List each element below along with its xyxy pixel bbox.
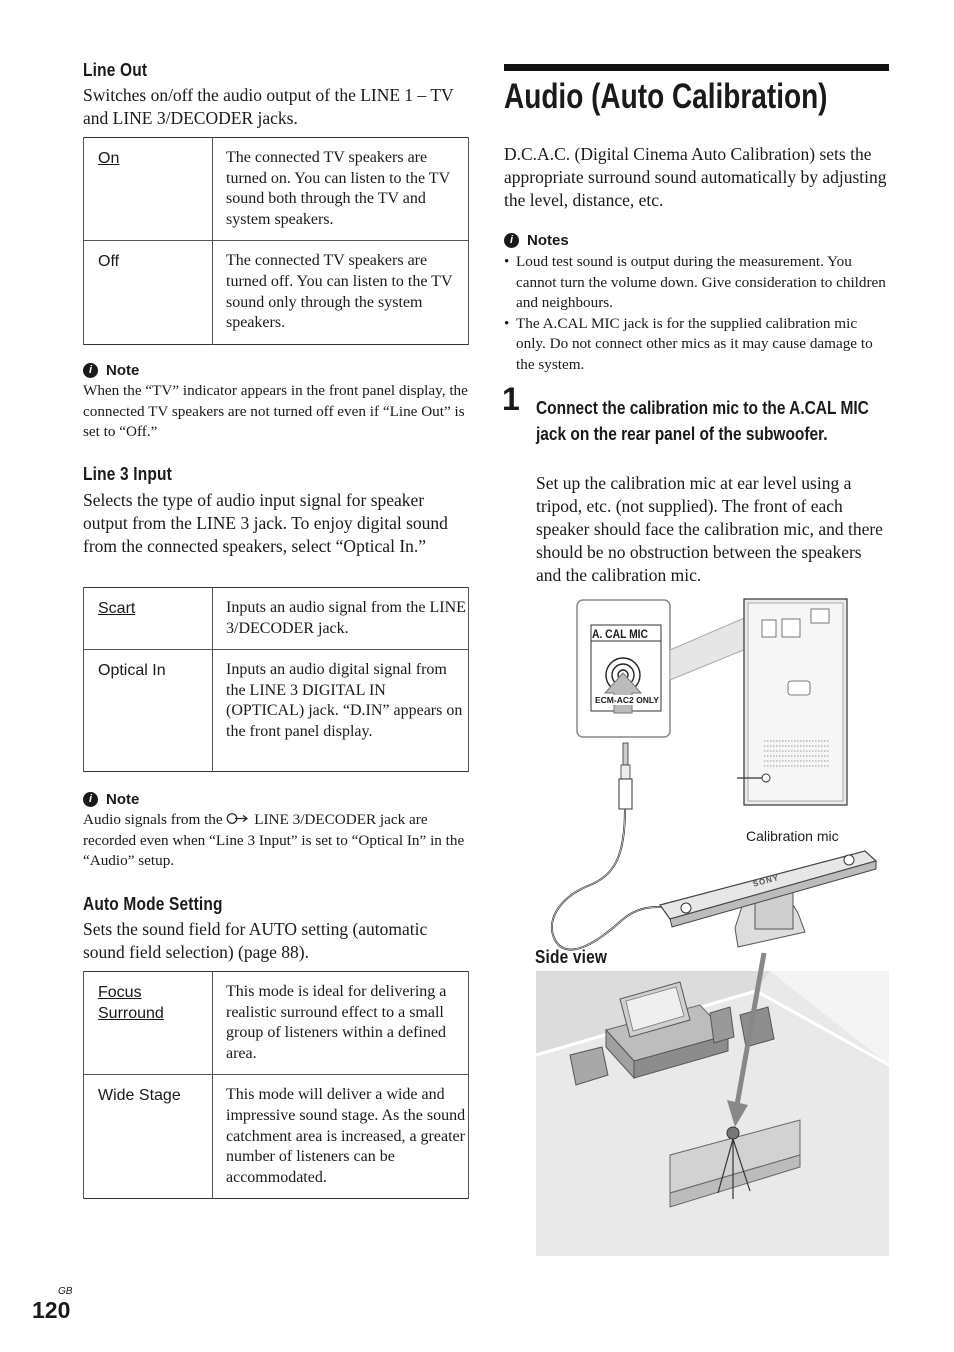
- line3-input-table: [83, 587, 469, 772]
- option-key: Focus Surround: [84, 972, 213, 1075]
- table-row: [84, 1075, 469, 1199]
- table-row: [84, 588, 469, 650]
- note-icon: i: [504, 233, 519, 248]
- mic-brand-logo: SONY: [752, 873, 781, 889]
- line3-input-description: Selects the type of audio input signal for speaker output from the LINE 3 jack. To enjoy digital sound from the connected speakers, select “Optical In.”: [83, 490, 448, 556]
- option-key: Scart: [84, 588, 213, 650]
- room-illustration: [536, 953, 889, 1256]
- calibration-mic: [660, 851, 876, 947]
- table-row: [84, 241, 469, 344]
- option-description: The connected TV speakers are turned on. You can listen to the TV sound both through the TV and system speakers.: [213, 138, 469, 241]
- note-icon: i: [83, 792, 98, 807]
- line-out-table: [83, 137, 469, 345]
- region-code: GB: [58, 1286, 73, 1297]
- table-row: [84, 650, 469, 772]
- list-item: • Loud test sound is output during the measurement. You cannot turn the volume down. Give consideration to children and neighbours.: [504, 253, 886, 312]
- table-row: [84, 138, 469, 241]
- step-number: 1: [502, 381, 520, 417]
- note-icon: i: [83, 363, 98, 378]
- subwoofer-rear: [737, 599, 847, 805]
- line3-input-heading: Line 3 Input: [83, 464, 172, 484]
- line-out-heading: Line Out: [83, 60, 148, 80]
- option-description: This mode will deliver a wide and impressive sound stage. As the sound catchment area is increased, a greater number of listeners can be accommodated.: [213, 1075, 469, 1199]
- jack-sublabel: ECM-AC2 ONLY: [595, 695, 659, 705]
- note-text: Audio signals from the LINE 3/DECODER jack are recorded even when “Line 3 Input” is set to “Optical In” in the “Audio” setup.: [83, 811, 465, 870]
- notes-list: [504, 252, 890, 376]
- option-key: Off: [84, 241, 213, 344]
- line-out-description: Switches on/off the audio output of the LINE 1 – TV and LINE 3/DECODER jacks.: [83, 85, 454, 128]
- title-rule: [504, 64, 889, 71]
- intro-text: D.C.A.C. (Digital Cinema Auto Calibration) sets the appropriate surround sound automatically by adjusting the level, distance, etc.: [504, 144, 887, 210]
- auto-mode-description: Sets the sound field for AUTO setting (automatic sound field selection) (page 88).: [83, 919, 428, 962]
- notes-heading: i Notes: [504, 232, 569, 249]
- note-text: When the “TV” indicator appears in the front panel display, the connected TV speakers are not turned off even if “Line Out” is set to “Off.”: [83, 382, 468, 441]
- page-title: Audio (Auto Calibration): [504, 77, 828, 116]
- note-heading: i Note: [83, 791, 139, 808]
- jack-closeup-panel: [577, 600, 670, 737]
- mic-plug: [619, 743, 632, 809]
- table-row: [84, 972, 469, 1075]
- option-key: On: [84, 138, 213, 241]
- option-key: Wide Stage: [84, 1075, 213, 1199]
- jack-label: A. CAL MIC: [592, 627, 648, 641]
- input-arrow-icon: [226, 812, 250, 825]
- note-heading: i Note: [83, 362, 139, 379]
- step-title: Connect the calibration mic to the A.CAL MIC jack on the rear panel of the subwoofer.: [536, 398, 869, 444]
- option-key: Optical In: [84, 650, 213, 772]
- list-item: • The A.CAL MIC jack is for the supplied calibration mic only. Do not connect other mics as it may cause damage to the system.: [504, 314, 873, 373]
- calibration-mic-label: Calibration mic: [746, 828, 839, 844]
- calibration-figure: [530, 595, 895, 1260]
- page-number: 120: [32, 1297, 71, 1323]
- option-description: Inputs an audio digital signal from the LINE 3 DIGITAL IN (OPTICAL) jack. “D.IN” appears on the front panel display.: [213, 650, 469, 772]
- step-text: Set up the calibration mic at ear level using a tripod, etc. (not supplied). The front of each speaker should face the calibration mic, and there should be no obstruction between the speakers and the calibration mic.: [536, 473, 883, 585]
- auto-mode-table: [83, 971, 469, 1199]
- option-description: This mode is ideal for delivering a realistic surround effect to a small group of listeners within a defined area.: [213, 972, 469, 1075]
- auto-mode-heading: Auto Mode Setting: [83, 894, 223, 914]
- option-description: The connected TV speakers are turned off. You can listen to the TV sound only through the system speakers.: [213, 241, 469, 344]
- option-description: Inputs an audio signal from the LINE 3/DECODER jack.: [213, 588, 469, 650]
- side-view-label: Side view: [535, 947, 608, 967]
